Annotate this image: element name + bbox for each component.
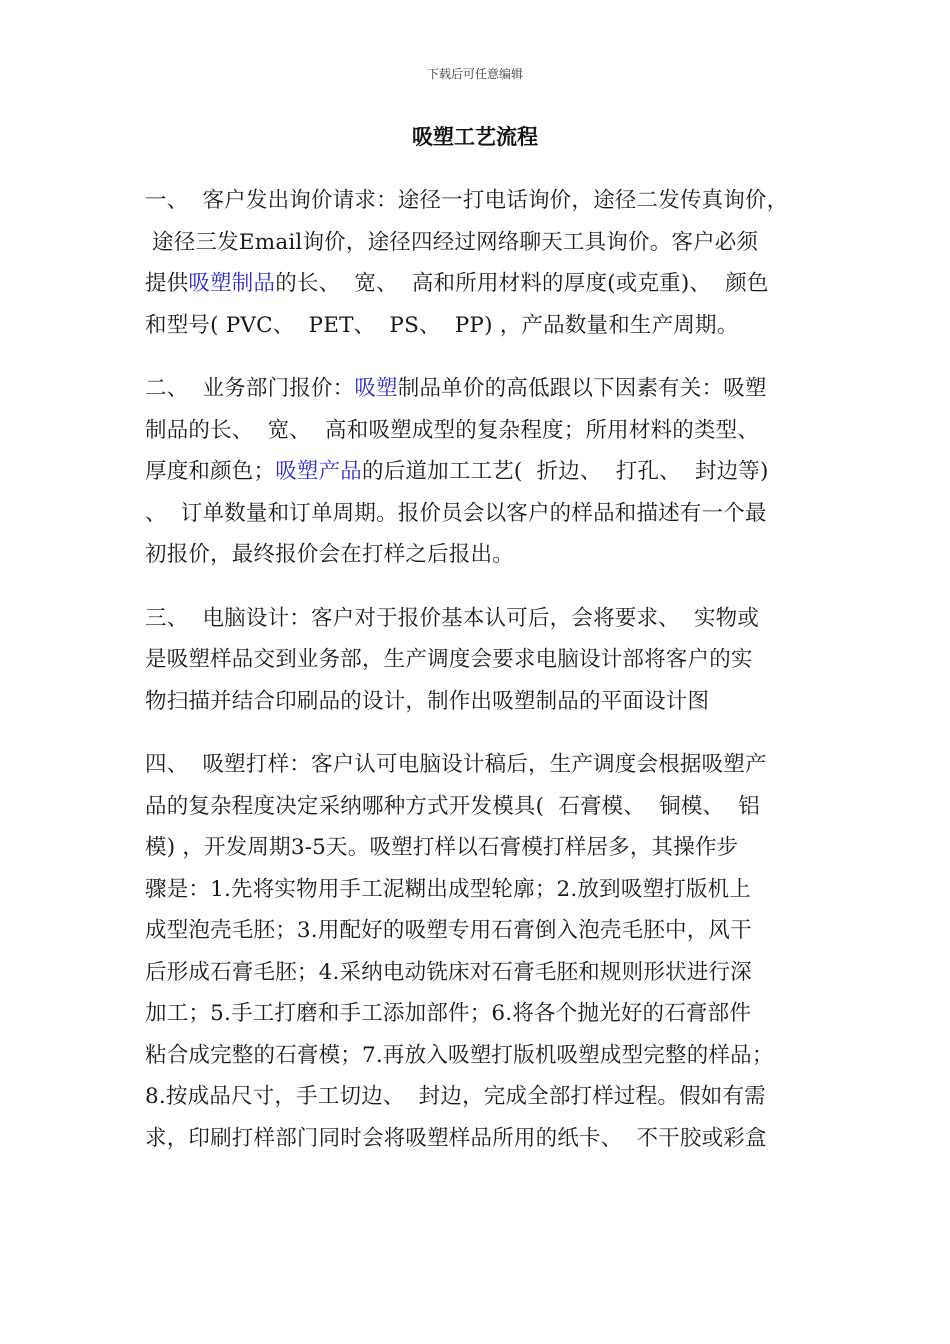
text-segment: 品的复杂程度决定采纳哪种方式开发模具( 石膏模、 铜模、 铝 [145, 793, 760, 819]
paragraph-1 [145, 180, 813, 346]
text-line [145, 681, 813, 723]
text-segment: 后形成石膏毛胚；4.采纳电动铣床对石膏毛胚和规则形状进行深 [145, 959, 752, 985]
document-title: 吸塑工艺流程 [412, 124, 538, 149]
text-segment: 加工；5.手工打磨和手工添加部件；6.将各个抛光好的石膏部件 [145, 1001, 752, 1026]
text-line [145, 493, 813, 535]
text-segment: 、 订单数量和订单周期。报价员会以客户的样品和描述有一个最 [145, 500, 767, 526]
keyword-link[interactable]: 吸塑产品 [275, 459, 363, 484]
text-line [145, 993, 813, 1035]
text-segment: 的长、 宽、 高和所用材料的厚度(或克重)、 颜色 [275, 271, 769, 296]
text-segment: 提供 [145, 271, 189, 296]
text-line [145, 534, 813, 576]
text-line [145, 598, 813, 640]
text-line [145, 180, 813, 222]
text-segment: 求，印刷打样部门同时会将吸塑样品所用的纸卡、 不干胶或彩盒 [145, 1125, 767, 1151]
text-segment: 成型泡壳毛胚；3.用配好的吸塑专用石膏倒入泡壳毛胚中，风干 [145, 918, 752, 943]
text-line [145, 410, 813, 452]
text-segment: 是吸塑样品交到业务部，生产调度会要求电脑设计部将客户的实 [145, 647, 753, 672]
text-line [145, 222, 813, 264]
paragraph-3 [145, 598, 813, 723]
text-segment: 二、 业务部门报价： [145, 376, 355, 401]
text-segment: 模) ，开发周期3-5天。吸塑打样以石膏模打样居多，其操作步 [145, 835, 739, 860]
text-line [145, 305, 813, 347]
text-segment: 初报价，最终报价会在打样之后报出。 [145, 542, 514, 567]
text-segment: 制品的长、 宽、 高和吸塑成型的复杂程度；所用材料的类型、 [145, 417, 760, 443]
text-line [145, 263, 813, 305]
keyword-link[interactable]: 吸塑 [354, 376, 398, 401]
text-segment: 8.按成品尺寸，手工切边、 封边，完成全部打样过程。假如有需 [145, 1084, 766, 1109]
text-line [145, 1076, 813, 1118]
text-segment: 厚度和颜色； [145, 459, 276, 484]
text-segment: 途径三发Email询价，途径四经过网络聊天工具询价。客户必须 [145, 229, 759, 255]
text-segment: 四、 吸塑打样：客户认可电脑设计稿后，生产调度会根据吸塑产 [145, 752, 767, 777]
document-body [145, 180, 813, 1181]
text-line [145, 368, 813, 410]
text-line [145, 1035, 813, 1077]
text-segment: 和型号( PVC、 PET、 PS、 PP) ，产品数量和生产周期。 [145, 312, 739, 338]
text-line [145, 910, 813, 952]
text-line [145, 786, 813, 828]
text-segment: 的后道加工工艺( 折边、 打孔、 封边等) [362, 459, 769, 484]
text-line [145, 744, 813, 786]
page-header-note: 下载后可任意编辑 [426, 67, 523, 81]
text-line [145, 451, 813, 493]
text-line [145, 827, 813, 869]
text-line [145, 869, 813, 911]
text-line [145, 639, 813, 681]
text-line [145, 952, 813, 994]
text-segment: 粘合成完整的石膏模；7.再放入吸塑打版机吸塑成型完整的样品； [145, 1042, 774, 1068]
paragraph-2 [145, 368, 813, 576]
keyword-link[interactable]: 吸塑制品 [188, 271, 276, 296]
text-line [145, 1118, 813, 1160]
paragraph-4 [145, 744, 813, 1159]
text-segment: 骤是：1.先将实物用手工泥糊出成型轮廓；2.放到吸塑打版机上 [145, 876, 752, 902]
text-segment: 一、 客户发出询价请求：途径一打电话询价，途径二发传真询价， [145, 188, 789, 213]
text-segment: 物扫描并结合印刷品的设计，制作出吸塑制品的平面设计图 [145, 688, 710, 714]
text-segment: 三、 电脑设计：客户对于报价基本认可后，会将要求、 实物或 [145, 605, 760, 631]
text-segment: 制品单价的高低跟以下因素有关：吸塑 [397, 376, 767, 401]
